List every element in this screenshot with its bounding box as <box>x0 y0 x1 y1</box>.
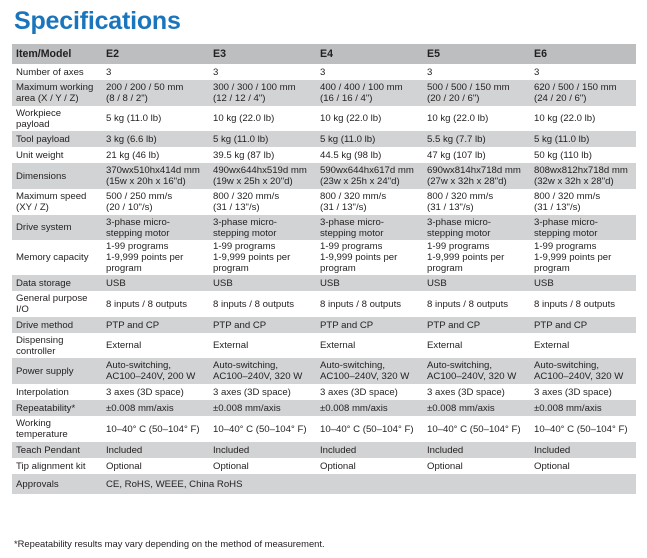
text-line: 500 / 500 / 150 mm <box>427 82 510 93</box>
text-line: program <box>213 263 249 274</box>
table-row <box>12 215 636 240</box>
text-line: Dispensing <box>16 334 64 346</box>
text-line: 1-99 programs <box>320 241 383 252</box>
table-cell: 3 <box>427 66 433 78</box>
text-line: (16 / 16 / 4") <box>320 93 373 104</box>
table-cell: 21 kg (46 lb) <box>106 149 160 161</box>
table-cell: 3 axes (3D space) <box>534 386 612 398</box>
text-line: Workpiece <box>16 107 62 119</box>
table-cell <box>316 189 423 215</box>
table-cell: 10 kg (22.0 lb) <box>213 113 275 124</box>
table-cell: Optional <box>320 460 356 472</box>
text-line: 1-9,999 points per <box>213 252 291 263</box>
table-cell <box>209 80 316 106</box>
table-cell: 5 kg (11.0 lb) <box>213 133 269 145</box>
row-label: Drive method <box>16 319 74 331</box>
table-cell: Included <box>427 444 464 456</box>
text-line: area (X / Y / Z) <box>16 93 79 104</box>
row-label: Drive system <box>16 222 72 233</box>
table-cell: Optional <box>534 460 570 472</box>
table-row <box>12 163 636 189</box>
row-label: Approvals <box>16 478 59 490</box>
text-line: Maximum speed <box>16 191 87 202</box>
table-cell: 3 <box>213 66 219 78</box>
text-line: 620 / 500 / 150 mm <box>534 82 617 93</box>
table-row <box>12 106 636 131</box>
table-cell: PTP and CP <box>213 319 267 331</box>
text-line: Auto-switching, <box>427 360 493 371</box>
table-cell <box>102 215 209 240</box>
table-cell <box>316 80 423 106</box>
table-cell: 10–40° C (50–104° F) <box>534 423 628 435</box>
table-cell: 8 inputs / 8 outputs <box>427 298 509 310</box>
table-cell: 3 axes (3D space) <box>213 386 291 398</box>
table-cell: 5 kg (11.0 lb) <box>534 133 590 145</box>
text-line: (32w x 32h x 28"d) <box>534 176 614 187</box>
table-cell: 3 <box>534 66 540 78</box>
table-cell <box>423 215 530 240</box>
text-line: stepping motor <box>427 227 491 239</box>
text-line: 690wx814hx718d mm <box>427 165 521 176</box>
table-cell: External <box>534 340 570 351</box>
text-line: 3-phase micro- <box>427 216 491 228</box>
column-header-e2: E2 <box>106 47 119 60</box>
table-row <box>12 291 636 317</box>
text-line: stepping motor <box>534 227 598 239</box>
text-line: 1-9,999 points per <box>427 252 505 263</box>
text-line: Auto-switching, <box>320 360 386 371</box>
table-cell: Optional <box>213 460 249 472</box>
text-line: 3-phase micro- <box>534 216 598 228</box>
table-cell: USB <box>213 277 233 289</box>
table-cell <box>316 163 423 189</box>
table-cell <box>423 163 530 189</box>
table-row <box>12 474 636 494</box>
table-cell <box>102 80 209 106</box>
table-cell <box>102 358 209 384</box>
text-line: 800 / 320 mm/s <box>213 191 280 202</box>
table-cell: Included <box>106 444 143 456</box>
table-row <box>12 275 636 291</box>
table-row <box>12 189 636 215</box>
text-line: 3-phase micro- <box>106 216 170 228</box>
table-cell <box>316 215 423 240</box>
table-cell: ±0.008 mm/axis <box>534 402 602 414</box>
table-row <box>12 147 636 163</box>
table-cell: 8 inputs / 8 outputs <box>213 298 295 310</box>
table-cell: 5 kg (11.0 lb) <box>320 133 376 145</box>
text-line: program <box>534 263 570 274</box>
text-line: (23w x 25h x 24"d) <box>320 176 400 187</box>
row-label <box>12 333 102 358</box>
table-row <box>12 384 636 400</box>
text-line: Auto-switching, <box>106 360 172 371</box>
table-cell: 3 <box>106 66 112 78</box>
table-cell: Optional <box>427 460 463 472</box>
text-line: 800 / 320 mm/s <box>427 191 494 202</box>
column-header-e5: E5 <box>427 47 440 60</box>
table-cell <box>209 189 316 215</box>
table-cell <box>209 358 316 384</box>
text-line: (12 / 12 / 4") <box>213 93 266 104</box>
table-cell: 39.5 kg (87 lb) <box>213 149 275 161</box>
table-cell: 3 axes (3D space) <box>320 386 398 398</box>
table-cell: 3 <box>320 66 326 78</box>
table-cell: PTP and CP <box>427 319 481 331</box>
table-row <box>12 333 636 358</box>
table-cell: USB <box>427 277 447 289</box>
table-row <box>12 358 636 384</box>
row-label: Teach Pendant <box>16 444 81 456</box>
row-label: Power supply <box>16 365 74 377</box>
table-row <box>12 458 636 474</box>
table-row <box>12 240 636 275</box>
table-cell: USB <box>534 277 554 289</box>
table-cell <box>423 358 530 384</box>
text-line: 1-9,999 points per <box>320 252 398 263</box>
table-cell: Optional <box>106 460 142 472</box>
table-cell: 10 kg (22.0 lb) <box>534 113 596 124</box>
column-header-item-model: Item/Model <box>16 47 72 60</box>
text-line: stepping motor <box>213 227 277 239</box>
table-cell <box>530 358 636 384</box>
text-line: program <box>106 263 142 274</box>
table-cell: External <box>213 340 249 351</box>
text-line: payload <box>16 118 50 130</box>
text-line: (XY / Z) <box>16 202 49 213</box>
table-cell: ±0.008 mm/axis <box>213 402 281 414</box>
table-cell: ±0.008 mm/axis <box>320 402 388 414</box>
table-cell: PTP and CP <box>320 319 374 331</box>
row-label: Tip alignment kit <box>16 460 86 472</box>
text-line: 1-9,999 points per <box>534 252 612 263</box>
table-cell: 8 inputs / 8 outputs <box>534 298 616 310</box>
table-cell: Included <box>320 444 357 456</box>
table-cell <box>316 240 423 275</box>
text-line: (31 / 13"/s) <box>320 202 367 213</box>
row-label: Number of axes <box>16 66 84 78</box>
row-label: Memory capacity <box>16 252 89 263</box>
table-cell <box>316 358 423 384</box>
row-label: Repeatability* <box>16 402 76 414</box>
table-cell: External <box>427 340 463 351</box>
text-line: 3-phase micro- <box>213 216 277 228</box>
footnote: *Repeatability results may vary depending on the method of measurement. <box>14 538 325 549</box>
table-cell <box>530 80 636 106</box>
table-cell: 8 inputs / 8 outputs <box>320 298 402 310</box>
table-cell: 10–40° C (50–104° F) <box>320 423 414 435</box>
text-line: 3-phase micro- <box>320 216 384 228</box>
table-cell: CE, RoHS, WEEE, China RoHS <box>106 478 243 490</box>
text-line: AC100–240V, 320 W <box>320 371 410 382</box>
row-label <box>12 291 102 317</box>
table-cell: ±0.008 mm/axis <box>106 402 174 414</box>
text-line: (31 / 13"/s) <box>427 202 474 213</box>
text-line: 590wx644hx617d mm <box>320 165 414 176</box>
table-row <box>12 416 636 442</box>
row-label: Unit weight <box>16 149 64 161</box>
table-cell: 10–40° C (50–104° F) <box>427 423 521 435</box>
text-line: 1-99 programs <box>213 241 276 252</box>
table-cell: ±0.008 mm/axis <box>427 402 495 414</box>
text-line: 1-99 programs <box>534 241 597 252</box>
row-label: Interpolation <box>16 386 69 398</box>
table-row <box>12 80 636 106</box>
column-header-e6: E6 <box>534 47 547 60</box>
table-cell <box>423 80 530 106</box>
text-line: program <box>320 263 356 274</box>
table-cell: External <box>320 340 356 351</box>
text-line: (31 / 13"/s) <box>534 202 581 213</box>
text-line: (24 / 20 / 6") <box>534 93 587 104</box>
text-line: Auto-switching, <box>534 360 600 371</box>
row-label <box>12 416 102 442</box>
text-line: program <box>427 263 463 274</box>
text-line: 800 / 320 mm/s <box>534 191 601 202</box>
table-cell: 10–40° C (50–104° F) <box>106 423 200 435</box>
text-line: 1-99 programs <box>106 241 169 252</box>
row-label <box>12 106 102 131</box>
table-cell: Included <box>213 444 250 456</box>
text-line: controller <box>16 345 56 357</box>
table-cell <box>102 163 209 189</box>
text-line: 1-99 programs <box>427 241 490 252</box>
table-row <box>12 317 636 333</box>
text-line: 400 / 400 / 100 mm <box>320 82 403 93</box>
text-line: 1-9,999 points per <box>106 252 184 263</box>
text-line: AC100–240V, 320 W <box>213 371 303 382</box>
text-line: (31 / 13"/s) <box>213 202 260 213</box>
table-cell <box>530 163 636 189</box>
table-cell: 47 kg (107 lb) <box>427 149 486 161</box>
table-row <box>12 131 636 147</box>
text-line: 490wx644hx519d mm <box>213 165 307 176</box>
table-row <box>12 64 636 80</box>
text-line: General purpose <box>16 293 88 304</box>
table-cell: USB <box>106 277 126 289</box>
table-cell <box>102 189 209 215</box>
text-line: temperature <box>16 429 68 440</box>
text-line: stepping motor <box>320 227 384 239</box>
text-line: (20 / 20 / 6") <box>427 93 480 104</box>
table-cell: 44.5 kg (98 lb) <box>320 149 382 161</box>
text-line: 300 / 300 / 100 mm <box>213 82 296 93</box>
text-line: (15w x 20h x 16"d) <box>106 176 186 187</box>
table-cell: 5.5 kg (7.7 lb) <box>427 133 486 145</box>
table-cell: 3 axes (3D space) <box>427 386 505 398</box>
text-line: 200 / 200 / 50 mm <box>106 82 184 93</box>
text-line: I/O <box>16 304 29 315</box>
text-line: 800 / 320 mm/s <box>320 191 387 202</box>
table-cell <box>530 189 636 215</box>
table-cell <box>209 215 316 240</box>
table-cell: 50 kg (110 lb) <box>534 149 592 161</box>
text-line: Auto-switching, <box>213 360 279 371</box>
text-line: 370wx510hx414d mm <box>106 165 200 176</box>
page-title: Specifications <box>14 7 181 35</box>
table-cell <box>530 215 636 240</box>
text-line: AC100–240V, 320 W <box>534 371 624 382</box>
table-cell <box>530 240 636 275</box>
text-line: AC100–240V, 320 W <box>427 371 517 382</box>
text-line: stepping motor <box>106 227 170 239</box>
table-cell: PTP and CP <box>106 319 160 331</box>
text-line: AC100–240V, 200 W <box>106 371 196 382</box>
table-header-row <box>12 44 636 64</box>
table-row <box>12 400 636 416</box>
table-cell: 3 axes (3D space) <box>106 386 184 398</box>
table-cell: USB <box>320 277 340 289</box>
text-line: 808wx812hx718d mm <box>534 165 628 176</box>
row-label: Dimensions <box>16 170 67 182</box>
text-line: Maximum working <box>16 82 94 93</box>
table-cell: 10 kg (22.0 lb) <box>320 113 382 124</box>
text-line: (19w x 25h x 20"d) <box>213 176 293 187</box>
table-cell: 10 kg (22.0 lb) <box>427 113 489 124</box>
text-line: (20 / 10"/s) <box>106 202 153 213</box>
table-cell: 3 kg (6.6 lb) <box>106 133 157 145</box>
table-cell <box>423 240 530 275</box>
table-cell: 8 inputs / 8 outputs <box>106 298 188 310</box>
table-cell: 5 kg (11.0 lb) <box>106 113 162 124</box>
column-header-e3: E3 <box>213 47 226 60</box>
table-row <box>12 442 636 458</box>
table-cell: PTP and CP <box>534 319 588 331</box>
row-label: Data storage <box>16 277 71 289</box>
table-cell: Included <box>534 444 571 456</box>
table-cell: 10–40° C (50–104° F) <box>213 423 307 435</box>
row-label: Tool payload <box>16 133 70 145</box>
row-label <box>12 189 102 215</box>
column-header-e4: E4 <box>320 47 333 60</box>
text-line: Working <box>16 418 52 429</box>
table-cell <box>209 240 316 275</box>
table-cell <box>209 163 316 189</box>
table-cell: External <box>106 340 142 351</box>
table-cell <box>423 189 530 215</box>
text-line: (8 / 8 / 2") <box>106 93 148 104</box>
text-line: 500 / 250 mm/s <box>106 191 173 202</box>
specifications-table <box>12 44 636 494</box>
text-line: (27w x 32h x 28"d) <box>427 176 507 187</box>
table-cell <box>102 240 209 275</box>
table-body <box>12 64 636 494</box>
row-label <box>12 80 102 106</box>
